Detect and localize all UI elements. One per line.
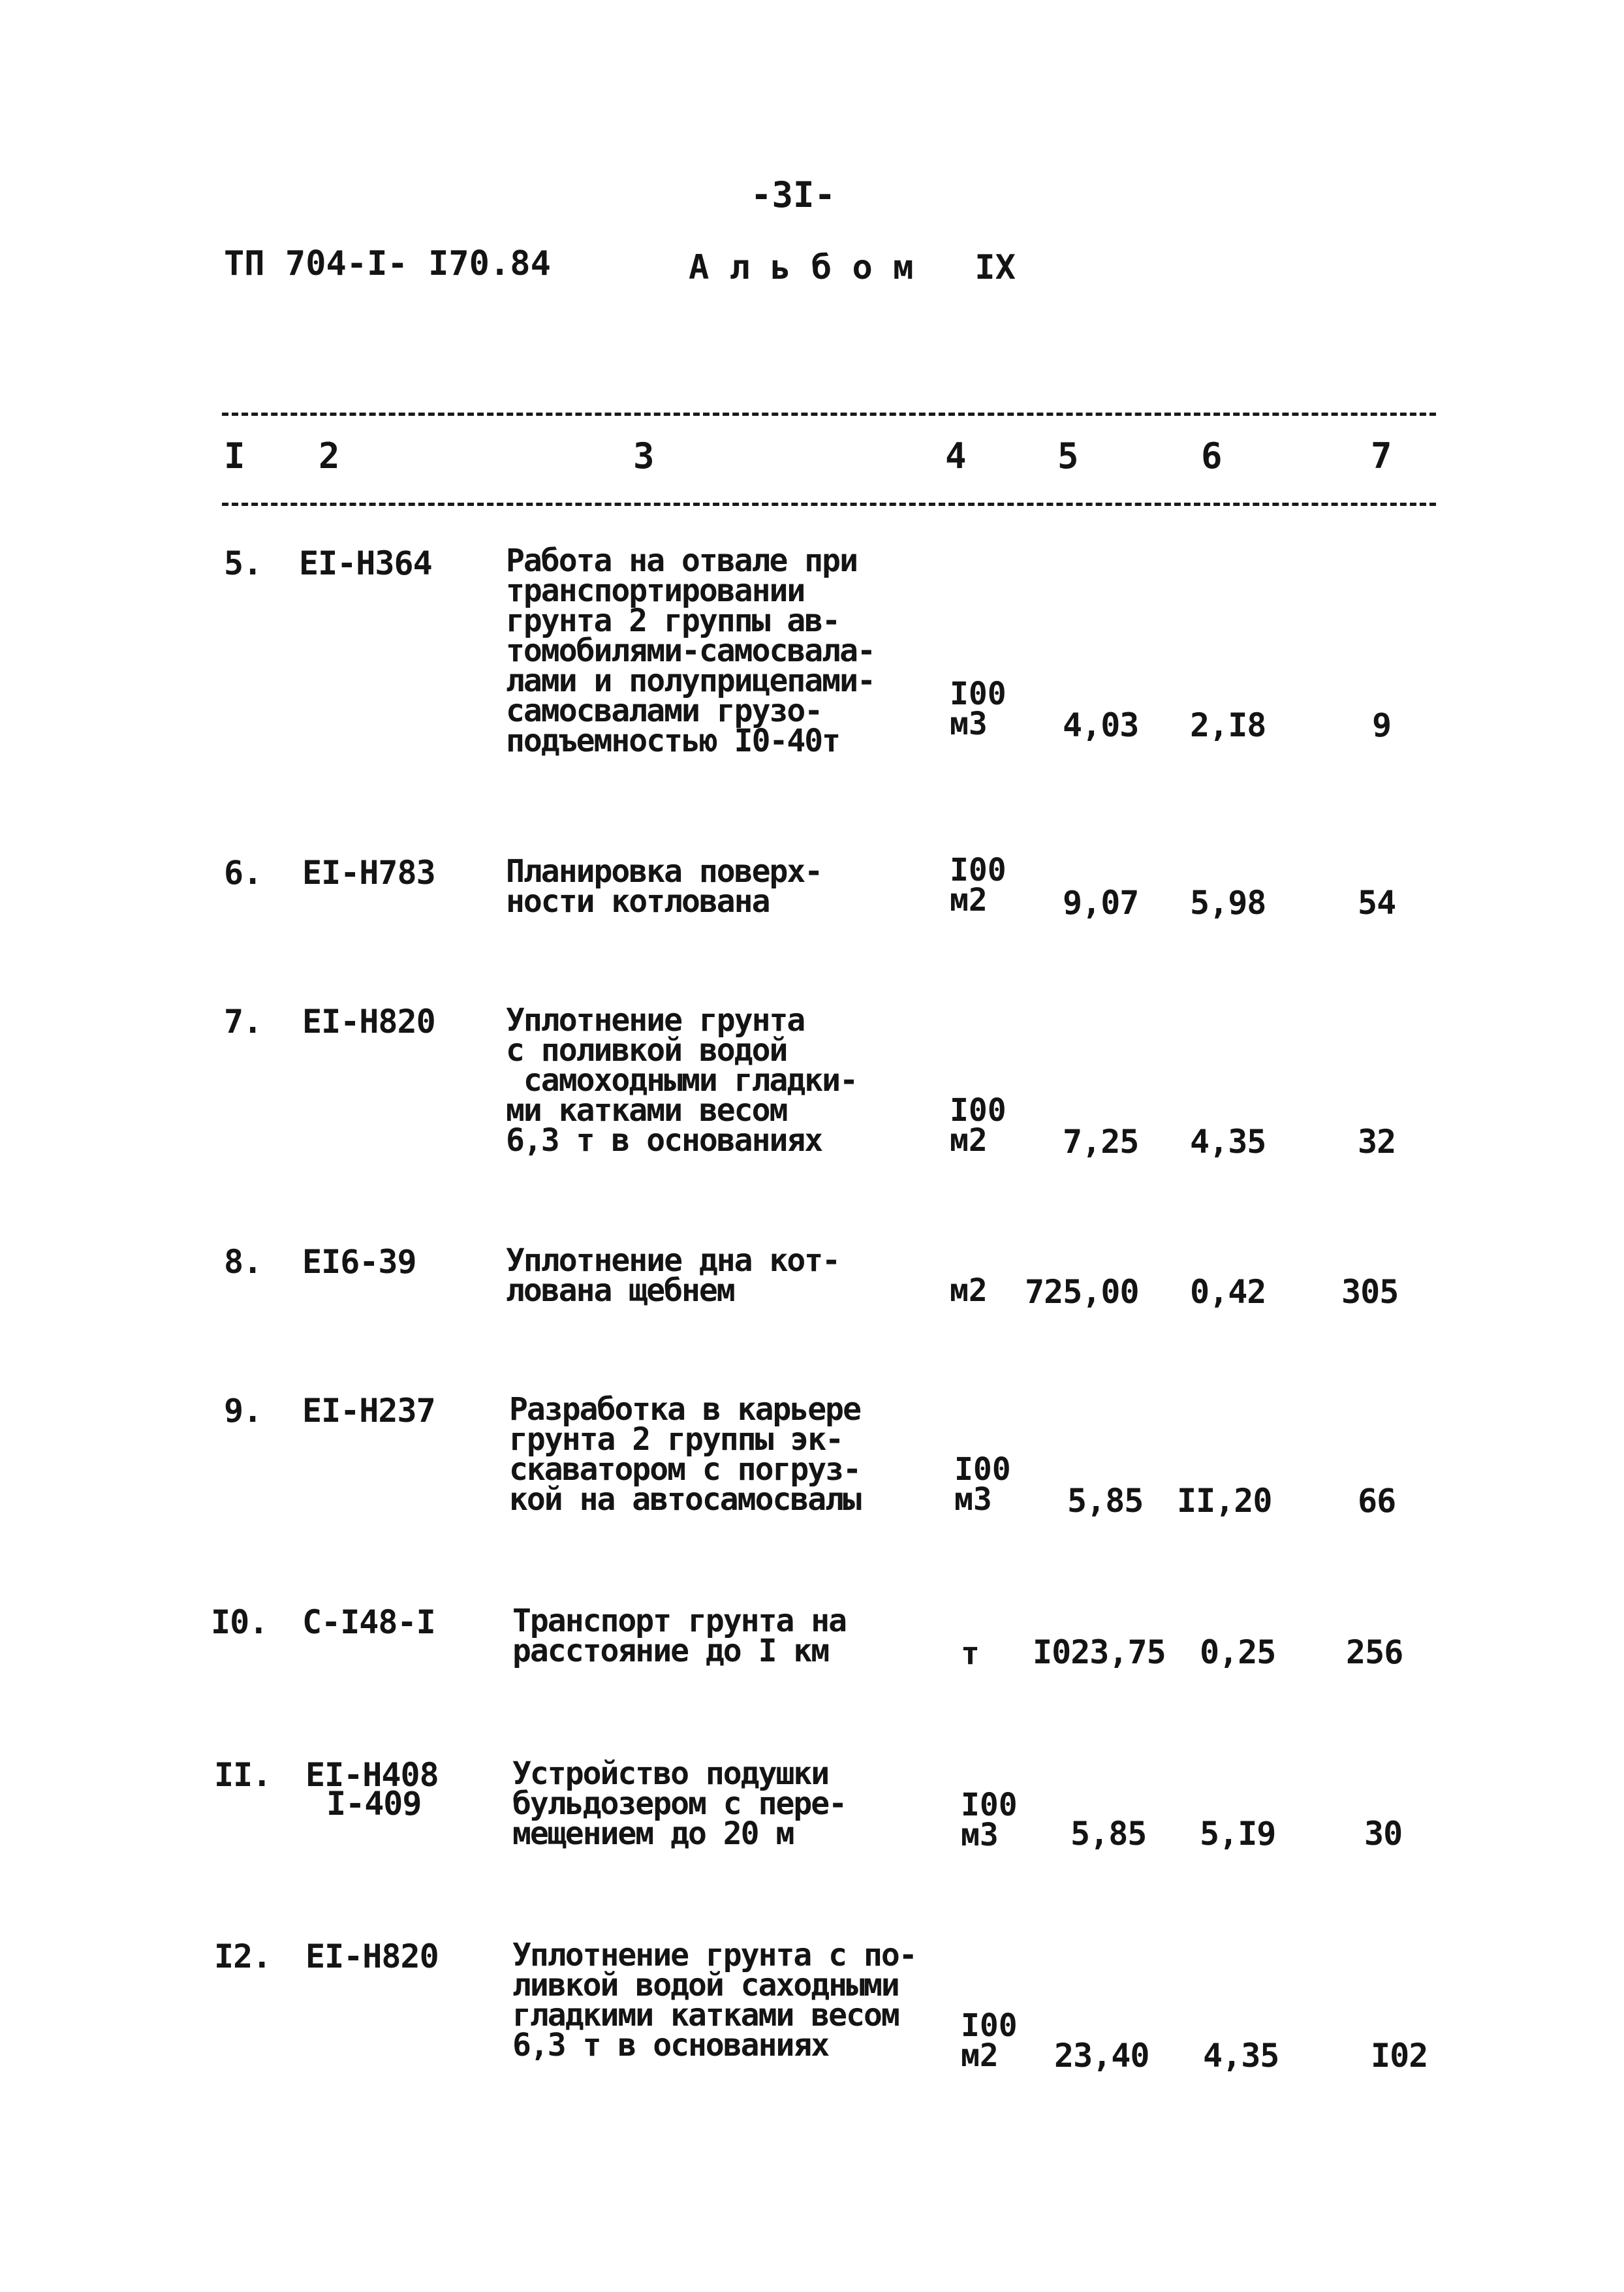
row-unit: I00 м3 <box>961 1787 1018 1853</box>
row-col5: 23,40 <box>1054 2037 1149 2075</box>
row-number: 6. <box>224 854 262 892</box>
row-number: 5. <box>224 544 262 582</box>
row-col5: 5,85 <box>1067 1482 1144 1520</box>
row-col6: II,20 <box>1177 1482 1272 1520</box>
row-code: С-I48-I <box>302 1603 435 1641</box>
row-col6: 5,I9 <box>1200 1815 1276 1853</box>
column-header-6: 6 <box>1201 435 1223 477</box>
row-col5: 9,07 <box>1063 884 1139 922</box>
row-col6: 2,I8 <box>1190 706 1266 744</box>
row-number: 8. <box>224 1243 262 1281</box>
row-unit: I00 м2 <box>961 2007 1018 2074</box>
row-unit: I00 м3 <box>954 1451 1011 1518</box>
row-col6: 4,35 <box>1190 1123 1266 1161</box>
row-col6: 0,25 <box>1200 1633 1276 1671</box>
column-header-2: 2 <box>319 435 340 477</box>
row-code: EI-H783 <box>302 854 435 892</box>
row-unit: I00 м2 <box>950 852 1007 918</box>
row-unit: т <box>961 1635 980 1672</box>
row-description: Работа на отвале при транспортировании грунта 2 группы ав- томобилями-самосвала- лами и полуприцепами- самосвалами грузо- подъемностью I0-40т <box>506 542 875 759</box>
row-col7: 256 <box>1346 1633 1403 1671</box>
row-col6: 0,42 <box>1190 1273 1266 1311</box>
row-code: EI-H364 <box>299 544 432 582</box>
row-code: EI-H408 <box>305 1756 439 1794</box>
row-col6: 5,98 <box>1190 884 1266 922</box>
row-code: EI-H820 <box>302 1003 435 1041</box>
row-unit: I00 м2 <box>950 1092 1007 1159</box>
row-col5: 5,85 <box>1070 1815 1147 1853</box>
column-header-5: 5 <box>1057 435 1079 477</box>
row-description: Разработка в карьере грунта 2 группы эк- скаватором с погруз- кой на автосамосвалы <box>509 1391 860 1518</box>
row-col7: 9 <box>1372 706 1392 744</box>
row-code: EI-H237 <box>302 1392 435 1430</box>
document-code: ТП 704-I- I70.84 <box>224 244 551 283</box>
row-number: I2. <box>214 1938 272 1975</box>
column-header-3: 3 <box>633 435 655 477</box>
row-unit: I00 м3 <box>950 676 1007 742</box>
row-description: Транспорт грунта на расстояние до I км <box>512 1603 847 1669</box>
row-col5: 725,00 <box>1025 1273 1139 1311</box>
row-col5: 7,25 <box>1063 1123 1139 1161</box>
row-code: EI6-39 <box>302 1243 416 1281</box>
row-code: EI-H820 <box>305 1938 439 1975</box>
row-description: Уплотнение грунта с по- ливкой водой саходными гладкими катками весом 6,3 т в основаниях <box>512 1937 916 2064</box>
row-code-secondary: I-409 <box>326 1785 422 1823</box>
row-col5: I023,75 <box>1033 1633 1166 1671</box>
row-col7: I02 <box>1371 2037 1428 2075</box>
album-title: А л ь б о м IX <box>689 248 1016 287</box>
row-description: Устройство подушки бульдозером с пере- мещением до 20 м <box>512 1755 847 1852</box>
row-col6: 4,35 <box>1203 2037 1279 2075</box>
column-header-1: I <box>224 435 245 477</box>
page-number: -3I- <box>751 174 836 215</box>
row-col5: 4,03 <box>1063 706 1139 744</box>
header-bottom-rule <box>222 503 1436 506</box>
header-top-rule <box>222 413 1436 416</box>
row-unit: м2 <box>950 1272 988 1309</box>
column-header-7: 7 <box>1371 435 1392 477</box>
row-col7: 305 <box>1341 1273 1399 1311</box>
row-number: 7. <box>224 1003 262 1041</box>
row-description: Уплотнение дна кот- лована щебнем <box>506 1242 840 1309</box>
row-col7: 66 <box>1358 1482 1396 1520</box>
column-header-4: 4 <box>945 435 967 477</box>
row-col7: 32 <box>1358 1123 1396 1161</box>
row-description: Планировка поверх- ности котлована <box>506 853 822 920</box>
row-number: 9. <box>224 1392 262 1430</box>
row-description: Уплотнение грунта с поливкой водой самоходными гладки- ми катками весом 6,3 т в основаниях <box>506 1002 857 1159</box>
row-number: I0. <box>211 1603 268 1641</box>
row-number: II. <box>214 1756 272 1794</box>
row-col7: 30 <box>1364 1815 1403 1853</box>
row-col7: 54 <box>1358 884 1396 922</box>
